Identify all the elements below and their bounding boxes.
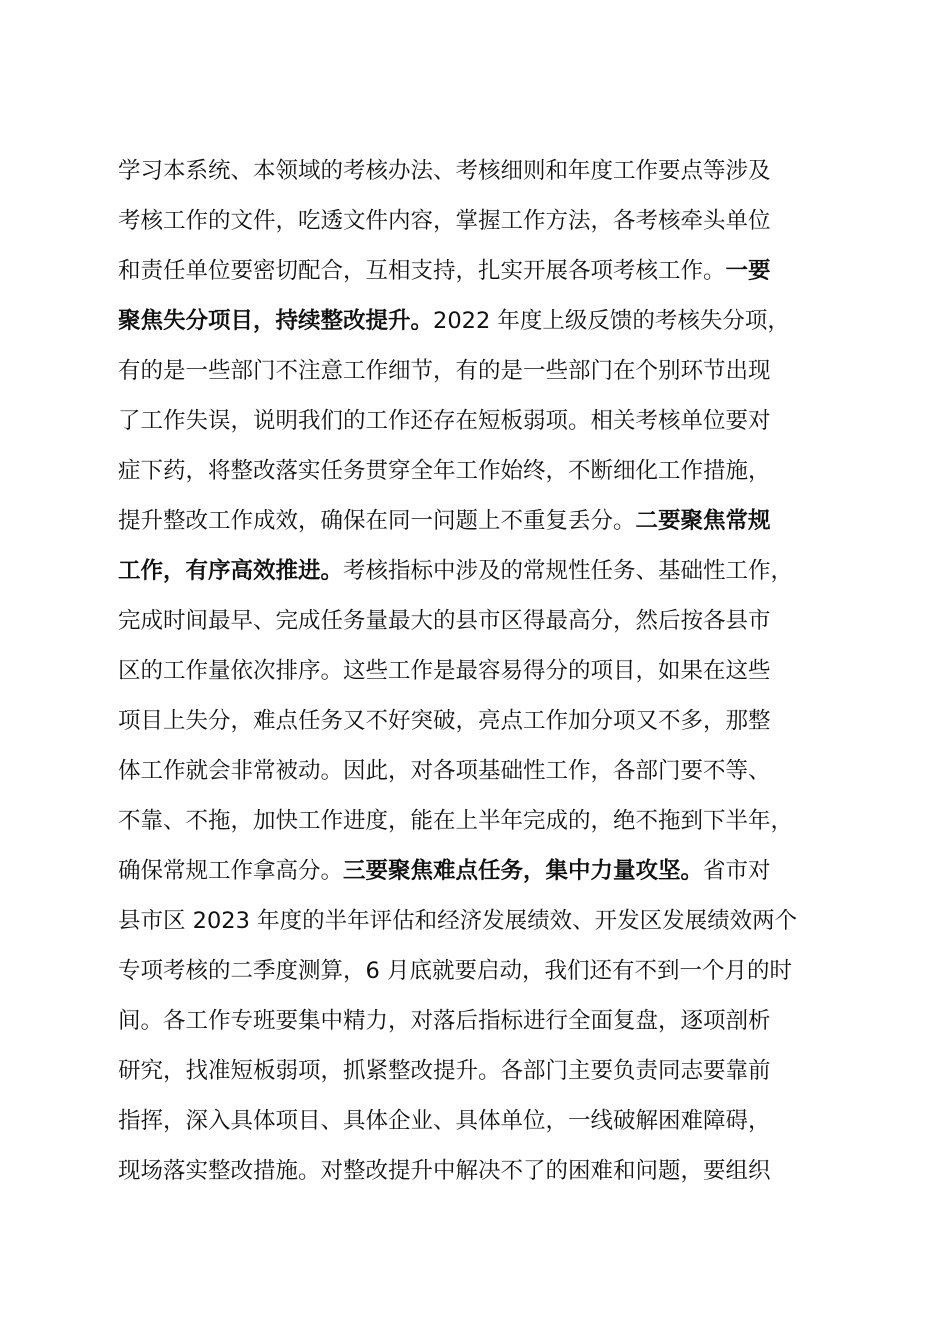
text-line xyxy=(118,946,838,996)
bold-text-run: 一要 xyxy=(725,258,771,284)
text-run: 省市对 xyxy=(703,858,771,884)
text-line xyxy=(118,546,838,596)
text-line xyxy=(118,596,838,646)
text-run: 提升整改工作成效，确保在同一问题上不重复丢分。 xyxy=(118,508,636,534)
text-run: 指挥，深入具体项目、具体企业、具体单位，一线破解困难障碍， xyxy=(118,1108,771,1134)
text-line xyxy=(118,846,838,896)
text-run: 2022 年度上级反馈的考核失分项， xyxy=(433,308,790,334)
text-line xyxy=(118,746,838,796)
text-run: 症下药，将整改落实任务贯穿全年工作始终，不断细化工作措施， xyxy=(118,458,771,484)
text-line xyxy=(118,446,838,496)
text-run: 区的工作量依次排序。这些工作是最容易得分的项目，如果在这些 xyxy=(118,658,771,684)
bold-text-run: 聚焦失分项目，持续整改提升。 xyxy=(118,308,434,334)
text-line xyxy=(118,796,838,846)
text-run: 项目上失分，难点任务又不好突破，亮点工作加分项又不多，那整 xyxy=(118,708,771,734)
text-line xyxy=(118,1046,838,1096)
bold-text-run: 三要聚焦难点任务，集中力量攻坚。 xyxy=(343,858,704,884)
text-run: 不靠、不拖，加快工作进度，能在上半年完成的，绝不拖到下半年， xyxy=(118,808,794,834)
text-run: 有的是一些部门不注意工作细节，有的是一些部门在个别环节出现 xyxy=(118,358,771,384)
text-line xyxy=(118,496,838,546)
text-line xyxy=(118,996,838,1046)
text-run: 确保常规工作拿高分。 xyxy=(118,858,344,884)
text-run: 完成时间最早、完成任务量最大的县市区得最高分，然后按各县市 xyxy=(118,608,771,634)
text-run: 考核工作的文件，吃透文件内容，掌握工作方法，各考核牵头单位 xyxy=(118,208,771,234)
text-run: 研究，找准短板弱项，抓紧整改提升。各部门主要负责同志要靠前 xyxy=(118,1058,771,1084)
text-line xyxy=(118,296,838,346)
text-line xyxy=(118,646,838,696)
text-line xyxy=(118,346,838,396)
text-line xyxy=(118,1146,838,1196)
text-run: 专项考核的二季度测算，6 月底就要启动，我们还有不到一个月的时 xyxy=(118,958,792,984)
text-line xyxy=(118,246,838,296)
text-run: 县市区 2023 年度的半年评估和经济发展绩效、开发区发展绩效两个 xyxy=(118,908,798,934)
text-run: 间。各工作专班要集中精力，对落后指标进行全面复盘，逐项剖析 xyxy=(118,1008,771,1034)
bold-text-run: 工作，有序高效推进。 xyxy=(118,558,344,584)
text-line xyxy=(118,146,838,196)
text-run: 考核指标中涉及的常规性任务、基础性工作， xyxy=(343,558,794,584)
text-run: 和责任单位要密切配合，互相支持，扎实开展各项考核工作。 xyxy=(118,258,726,284)
text-line xyxy=(118,196,838,246)
text-run: 学习本系统、本领域的考核办法、考核细则和年度工作要点等涉及 xyxy=(118,158,771,184)
text-run: 了工作失误，说明我们的工作还存在短板弱项。相关考核单位要对 xyxy=(118,408,771,434)
bold-text-run: 二要聚焦常规 xyxy=(635,508,771,534)
text-run: 现场落实整改措施。对整改提升中解决不了的困难和问题，要组织 xyxy=(118,1158,771,1184)
text-line xyxy=(118,1096,838,1146)
text-line xyxy=(118,896,838,946)
text-line xyxy=(118,396,838,446)
text-line xyxy=(118,696,838,746)
document-body xyxy=(118,146,838,1196)
text-run: 体工作就会非常被动。因此，对各项基础性工作，各部门要不等、 xyxy=(118,758,771,784)
